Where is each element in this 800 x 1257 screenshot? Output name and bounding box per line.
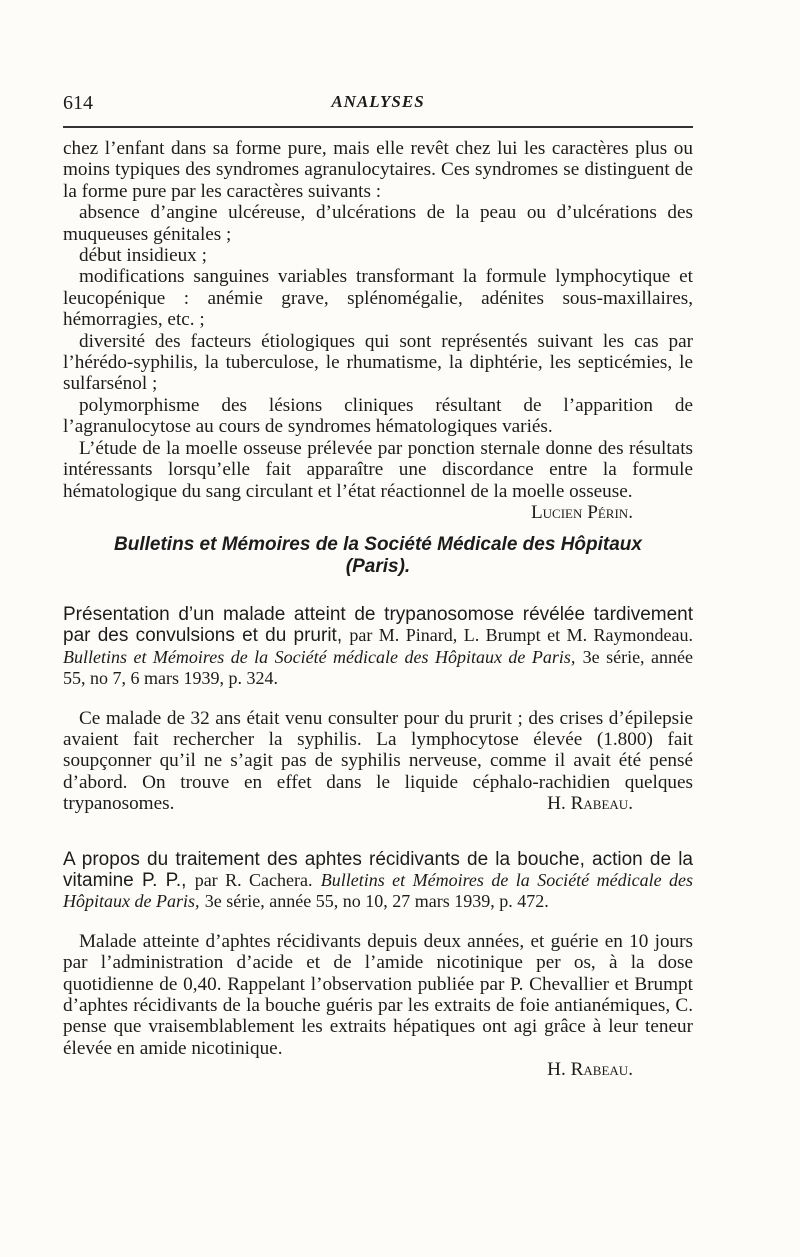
section-title-line: (Paris). xyxy=(345,555,411,577)
entry-authors: par R. Cachera. xyxy=(194,869,313,890)
paragraph-text: Ce malade de 32 ans était venu consulter pour du prurit ; des crises d’épilepsie avaient fait rechercher la syphilis. La lymphocytose élevée (1.800) fait soupçonner qu’il ne s’agit pas de syphilis nerveuse, comme il avait été pensé d’abord. On trouve en effet dans le liquide céphalo-rachidien quelques trypanosomes. xyxy=(63,707,693,815)
entry-body xyxy=(63,708,693,815)
paragraph xyxy=(63,437,693,523)
paragraph xyxy=(63,708,693,815)
paragraph: polymorphisme des lésions cliniques résultant de l’apparition de l’agranulocytose au cours de syndromes hématologiques variés. xyxy=(63,394,693,438)
signature: H. Rabeau. xyxy=(547,1059,633,1081)
paragraph: début insidieux ; xyxy=(79,245,207,267)
entry-heading xyxy=(63,849,693,913)
running-title: ANALYSES xyxy=(331,92,425,111)
signature: H. Rabeau. xyxy=(547,793,633,815)
page xyxy=(63,92,693,1081)
page-number: 614 xyxy=(63,92,93,114)
entry-reference: 3e série, année 55, no 10, 27 mars 1939, p. 472. xyxy=(204,891,549,912)
paragraph-text: L’étude de la moelle osseuse prélevée par ponction sternale donne des résultats intéressants lorsqu’elle fait apparaître une discordance entre la formule hématologique du sang circulant et l’état réactionnel de la moelle osseuse. xyxy=(63,437,693,502)
section-title-line: Bulletins et Mémoires de la Société Médicale des Hôpitaux xyxy=(114,533,642,555)
section-title xyxy=(63,534,693,578)
entry-heading xyxy=(63,604,693,690)
signature: Lucien Périn. xyxy=(530,501,633,523)
paragraph: chez l’enfant dans sa forme pure, mais elle revêt chez lui les caractères plus ou moins typiques des syndromes agranulocytaires. Ces syndromes se distinguent de la forme pure par les caractères suivants : xyxy=(63,138,693,202)
entry-title: A propos du traitement des aphtes récidivants de la bouche, action de la vitamine P. P., xyxy=(63,848,693,891)
paragraph: absence d’angine ulcéreuse, d’ulcérations de la peau ou d’ulcérations des muqueuses génitales ; xyxy=(63,202,693,245)
entry-journal: Bulletins et Mémoires de la Société médicale des Hôpitaux de Paris, xyxy=(63,869,694,912)
paragraph: modifications sanguines variables transformant la formule lymphocytique et leucopénique : anémie grave, splénomégalie, adénites sous-maxillaires, hémorragies, etc. ; xyxy=(63,266,693,331)
entry-journal: Bulletins et Mémoires de la Société médicale des Hôpitaux de Paris, xyxy=(63,646,576,667)
entry-reference: 3e série, année 55, no 7, 6 mars 1939, p. 324. xyxy=(63,646,693,689)
page-header xyxy=(63,92,693,122)
article-continuation xyxy=(63,138,693,523)
entry-title: Présentation d’un malade atteint de trypanosomose révélée tardivement par des convulsions et du prurit, xyxy=(63,603,693,647)
entry-body xyxy=(63,931,693,1081)
paragraph: Malade atteinte d’aphtes récidivants depuis deux années, et guérie en 10 jours par l’administration d’acide et de l’amide nicotinique per os, à la dose quotidienne de 0,40. Rappelant l’observation publiée par P. Chevallier et Brumpt d’aphtes récidivants de la bouche guéris par les extraits de foie antianémiques, C. pense que vraisemblablement les extraits hépatiques ont agi grâce à leur teneur élevée en amide nicotinique. xyxy=(63,930,693,1059)
header-rule xyxy=(63,126,693,128)
entry-authors: par M. Pinard, L. Brumpt et M. Raymondeau. xyxy=(349,625,694,646)
paragraph: diversité des facteurs étiologiques qui sont représentés suivant les cas par l’hérédo-syphilis, la tuberculose, le rhumatisme, la diphtérie, les septicémies, le sulfarsénol ; xyxy=(63,330,693,395)
